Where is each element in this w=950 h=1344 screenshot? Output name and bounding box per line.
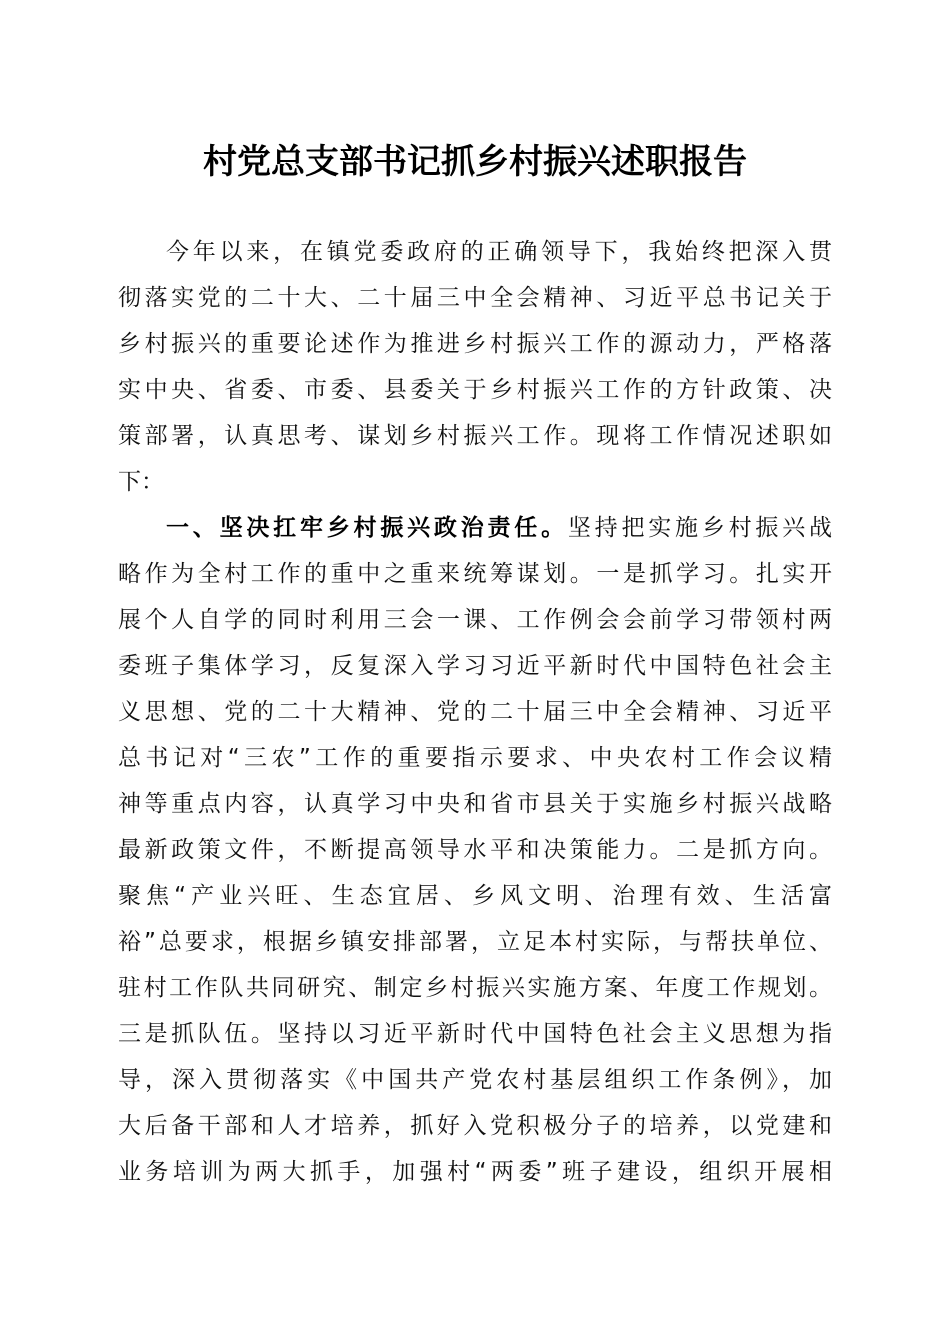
section-1-line: 大后备干部和人才培养，抓好入党积极分子的培养，以党建和 (118, 1113, 832, 1139)
section-1-line: 神等重点内容，认真学习中央和省市县关于实施乡村振兴战略 (118, 791, 832, 817)
section-1-line: 总书记对“三农”工作的重要指示要求、中央农村工作会议精 (118, 745, 832, 771)
section-1-line: 业务培训为两大抓手，加强村“两委”班子建设，组织开展相 (118, 1159, 832, 1185)
intro-line: 实中央、省委、市委、县委关于乡村振兴工作的方针政策、决 (118, 377, 832, 403)
section-1-line: 导，深入贯彻落实《中国共产党农村基层组织工作条例》，加 (118, 1067, 832, 1093)
intro-line: 下： (118, 469, 164, 495)
section-1-line: 展个人自学的同时利用三会一课、工作例会会前学习带领村两 (118, 607, 832, 633)
section-1-line: 聚焦“产业兴旺、生态宜居、乡风文明、治理有效、生活富 (118, 883, 832, 909)
intro-line: 乡村振兴的重要论述作为推进乡村振兴工作的源动力，严格落 (118, 331, 832, 357)
section-1-line: 裕”总要求，根据乡镇安排部署，立足本村实际，与帮扶单位、 (118, 929, 832, 955)
intro-line: 今年以来，在镇党委政府的正确领导下，我始终把深入贯 (166, 239, 832, 265)
document-title: 村党总支部书记抓乡村振兴述职报告 (203, 142, 747, 182)
section-1-line: 委班子集体学习，反复深入学习习近平新时代中国特色社会主 (118, 653, 832, 679)
section-1-line: 三是抓队伍。坚持以习近平新时代中国特色社会主义思想为指 (118, 1021, 832, 1047)
intro-line: 策部署，认真思考、谋划乡村振兴工作。现将工作情况述职如 (118, 423, 832, 449)
intro-line: 彻落实党的二十大、二十届三中全会精神、习近平总书记关于 (118, 285, 832, 311)
section-1-line: 略作为全村工作的重中之重来统筹谋划。一是抓学习。扎实开 (118, 561, 832, 587)
section-1-line: 义思想、党的二十大精神、党的二十届三中全会精神、习近平 (118, 699, 832, 725)
section-1-first-line (166, 505, 832, 551)
section-1-line: 驻村工作队共同研究、制定乡村振兴实施方案、年度工作规划。 (118, 975, 832, 1001)
section-1-line: 最新政策文件，不断提高领导水平和决策能力。二是抓方向。 (118, 837, 832, 863)
section-1-first-line-text: 坚持把实施乡村振兴战 (567, 515, 833, 541)
section-1-heading: 一、坚决扛牢乡村振兴政治责任。 (166, 515, 568, 541)
